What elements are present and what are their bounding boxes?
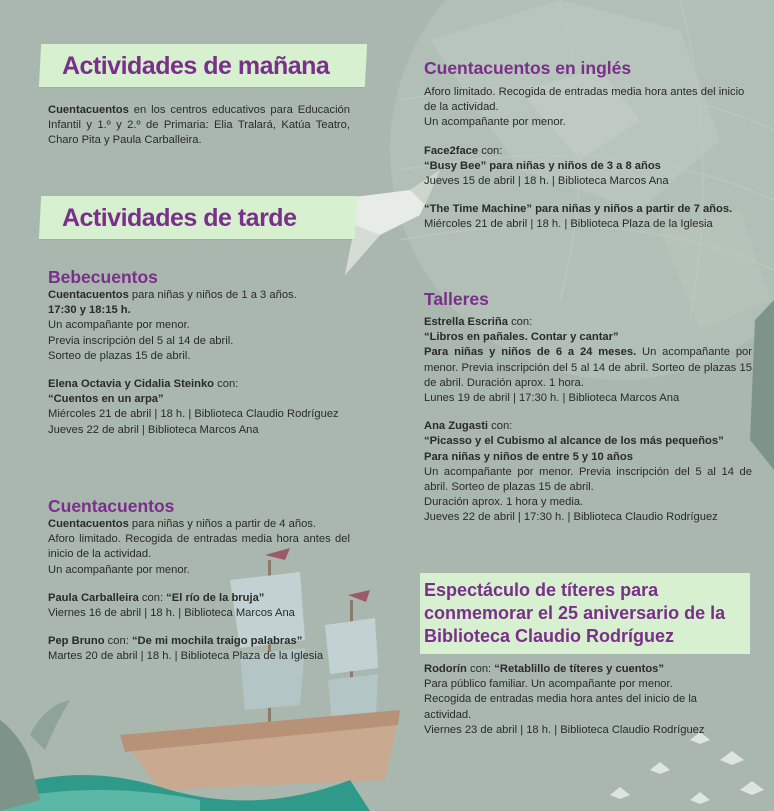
afternoon-title: Actividades de tarde bbox=[61, 204, 297, 232]
show-title: “Cuentos en un arpa” bbox=[48, 393, 164, 406]
morning-banner bbox=[39, 44, 367, 87]
morning-title: Actividades de mañana bbox=[61, 52, 330, 80]
cuentacuentos-section: Cuentacuentos Cuentacuentos para niñas y niños a partir de 4 años. Aforo limitado. Recogida de entradas media hora antes del inicio de la actividad. Un acompañante por menor. Paula Carballeira con: “El río de la bruja” Viernes 16 de abril | 18 h. | Biblioteca Marcos Ana Pep Bruno con: “De mi mochila traigo palabras” Martes 20 de abril | 18 h. | Biblioteca Plaza de la Iglesia bbox=[48, 496, 350, 663]
titeres-section: Rodorín con: “Retablillo de títeres y cuentos” Para público familiar. Un acompañante por menor. Recogida de entradas media hora antes del inicio de la actividad. Viernes 23 de abril | 18 h. | Biblioteca Claudio Rodríguez bbox=[424, 663, 705, 736]
cuentacuentos-heading: Cuentacuentos bbox=[48, 496, 175, 516]
ingles-heading: Cuentacuentos en inglés bbox=[424, 58, 632, 78]
titeres-heading: Espectáculo de títeres para conmemorar el 25 aniversario de la Biblioteca Claudio Rodríguez bbox=[424, 580, 726, 646]
bebecuentos-section: Bebecuentos Cuentacuentos para niñas y niños de 1 a 3 años. 17:30 y 18:15 h. Un acompañante por menor. Previa inscripción del 5 al 14 de abril. Sorteo de plazas 15 de abril. Elena Octavia y Cidalia Steinko con: “Cuentos en un arpa” Miércoles 21 de abril | 18 h. | Biblioteca Claudio Rodríguez Jueves 22 de abril | Biblioteca Marcos Ana bbox=[48, 266, 350, 438]
flying-books-illustration bbox=[610, 732, 764, 804]
titeres-banner bbox=[420, 573, 750, 654]
talleres-heading: Talleres bbox=[424, 289, 489, 309]
bebecuentos-heading: Bebecuentos bbox=[48, 267, 158, 287]
talleres-section: Talleres Estrella Escriña con: “Libros en pañales. Contar y cantar” Para niñas y niños de 6 a 24 meses. Un acompañante por menor. Previa inscripción del 5 al 14 de abril. Sorteo de plazas 15 de abril. Duración aprox. 1 hora. Lunes 19 de abril | 17:30 h. | Biblioteca Marcos Ana Ana Zugasti con: “Picasso y el Cubismo al alcance de los más pequeños” Para niñas y niños de entre 5 y 10 años Un acompañante por menor. Previa inscripción del 5 al 14 de abril. Sorteo de plazas 15 de abril. Duración aprox. 1 hora y media. Jueves 22 de abril | 17:30 h. | Biblioteca Claudio Rodríguez bbox=[424, 289, 752, 524]
afternoon-banner bbox=[39, 196, 357, 239]
morning-text: Cuentacuentos en los centros educativos para Educación Infantil y 1.º y 2.º de Primaria: Elia Tralará, Katúa Teatro, Charo Pita y Paula Carballeira. bbox=[48, 104, 350, 147]
ingles-section: Cuentacuentos en inglés Aforo limitado. Recogida de entradas media hora antes del inicio de la actividad. Un acompañante por menor. Face2face con: “Busy Bee” para niñas y niños de 3 a 8 años Jueves 15 de abril | 18 h. | Biblioteca Marcos Ana “The Time Machine” para niñas y niños a partir de 7 años. Miércoles 21 de abril | 18 h. | Biblioteca Plaza de la Iglesia bbox=[424, 57, 752, 233]
